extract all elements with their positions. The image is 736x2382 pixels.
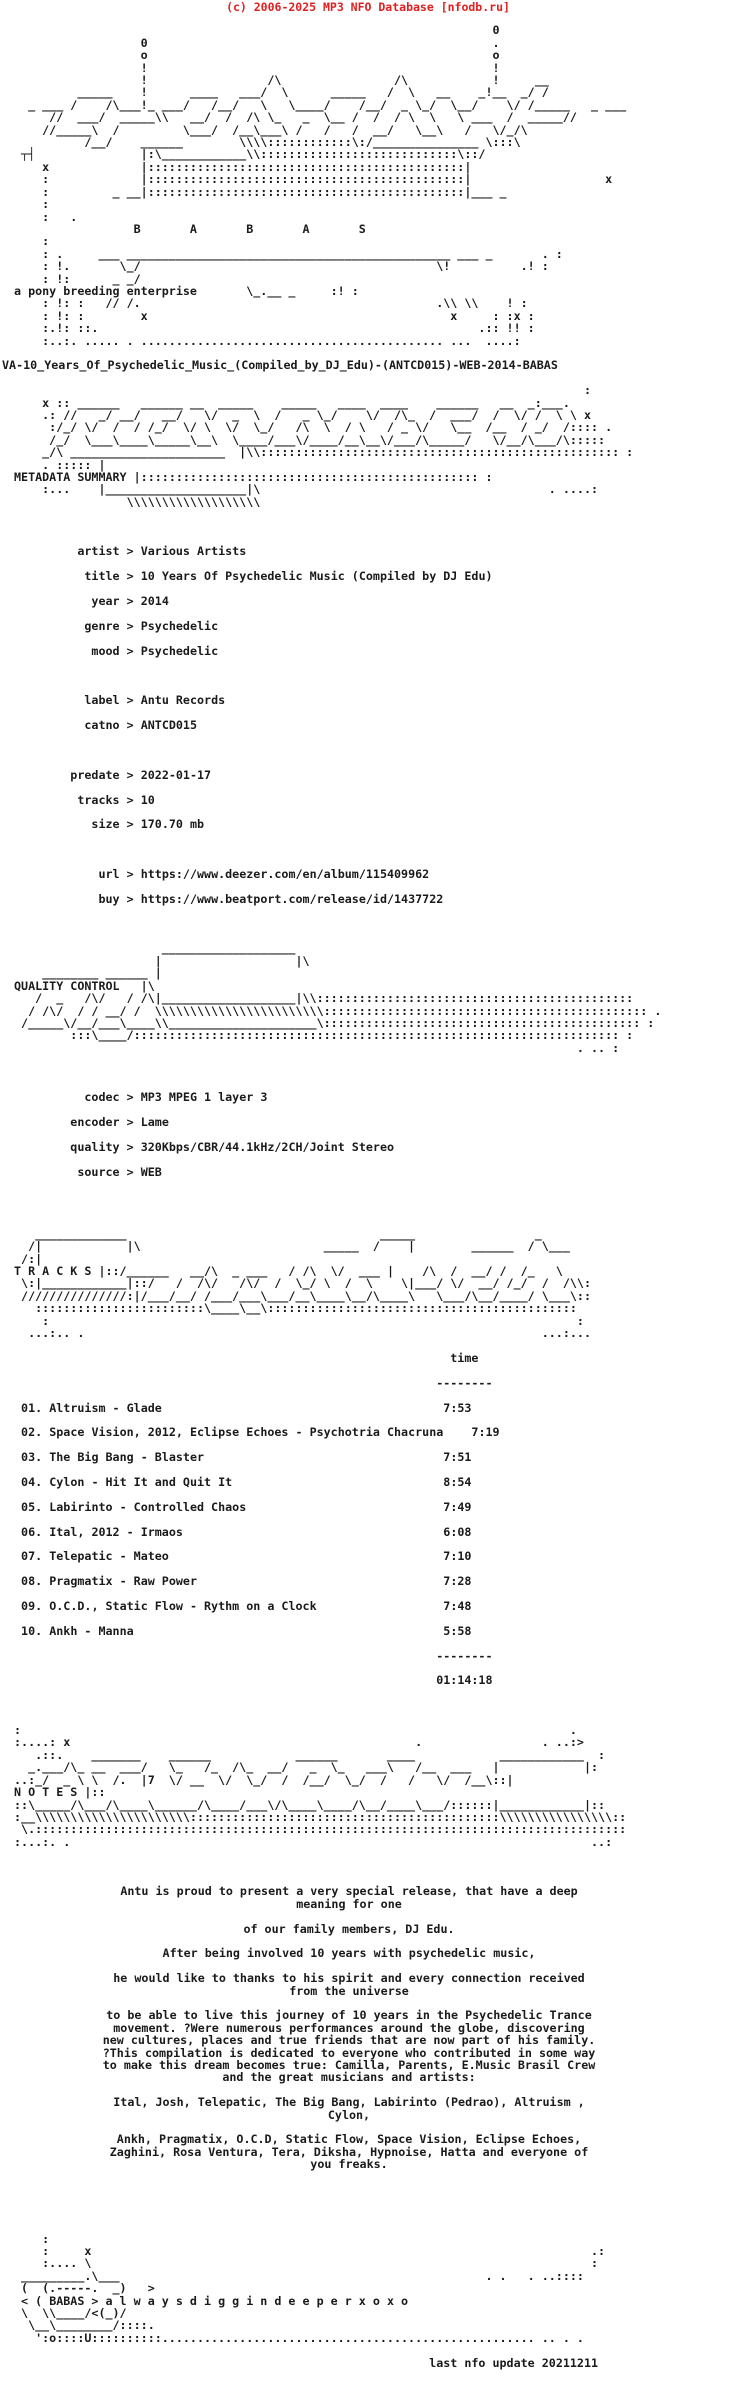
quality-header-art: ___________________ | |\ ________ ______ | xyxy=(42,941,310,981)
meta-tracks: tracks > 10 xyxy=(56,792,155,807)
logo-letters: B A B A S xyxy=(133,221,366,236)
track-07: 07. Telepatic - Mateo 7:10 xyxy=(21,1549,472,1564)
metadata-header-art: : x :: ______ ______ __ _____ _____ ____ ____ ______ __ _:___. .: // _/ __/ __/ \/ _ \ / _ \_/ \/ /\_ / ___/ / \/ / \ \ x :/_/ \/ / / /_/ \/ \ \/ \_/ /\ \ / \ / _ \/ \__ /__ / _/ /:::: . /_/ \___\____\_____\__\ \____/___\/____/__\__\/___/\_____/ \/__/\___/\::::: _/\ ______________________ |\\::::::::::::::::::::::::::::::::::::::::::::::::::: : . ::::: | xyxy=(42,383,634,472)
track-01: 01. Altruism - Glade 7:53 xyxy=(21,1400,472,1415)
meta-artist: artist > Various Artists xyxy=(56,544,247,559)
meta-buy[interactable]: buy > https://www.beatport.com/release/id/1437722 xyxy=(56,891,444,906)
meta-predate: predate > 2022-01-17 xyxy=(56,767,212,782)
tracks-total-time: 01:14:18 xyxy=(436,1673,493,1688)
nfo-document: 0 0 . o o ! ! ! /\ /\ ! __ _____ ! ____ ___/ \ _____ / \ __ _!__ _/ / _ ___ / /\___!_ ___/ /__/ \ \____/ /__/ _ \_/ \__/ \/ /_____ _ ___ // ___/ _____\\ __/ / /\ \_ _ \__ / / / \ \ \ ___ / _____// //_____\ / \___/ /__\___\ / / / __/ \__\ / \/_/\ /__/ ______ \\\\::::::::::::\:/_______________ \:::\ ┬┤ |:\____________\\::::::::::::::::::::::::::::\::/ x |:::::::::::::::::::::::::::::::::::::::::::::| : |:::::::::::::::::::::::::::::::::::::::::::::| x : _ __|:::::::::::::::::::::::::::::::::::::::::::::|___ _ : : . B A B A S : : . ___ ______________________________________________ ___ _ . : : !. \_/ \! .! : : !: _ _/ a pony breeding enterprise \_.__ _ :! : : !: : // /. .\\ \\ ! : : !: : x x : :x : :.!: ::. .:: !! : :..:. ..... . ........................................... ... ....: VA-10_Years_Of_Psychedelic_Music_(Compiled_by_DJ_Edu)-(ANTCD015)-WEB-2014-BABAS : x :: ______ ______ __ _____ _____ ____ ____ ______ __ _:___. .: // _/ __/ __/ \/ _ \ / _ \_/ \/ /\_ / ___/ / \/ / \ \ x :/_/ \/ / / /_/ \/ \ \/ \_/ /\ \ / \ / _ \/ \__ /__ / _/ /:::: . /_/ \___\____\_____\__\ \____/___\/____/__\__\/___/\_____/ \/__/\___/\::::: _/\ ______________________ |\\::::::::::::::::::::::::::::::::::::::::::::::::::: : . ::::: | METADATA SUMMARY |:::::::::::::::::::::::::::::::::::::::::::::::: : :... |____________________|\ . ....: \\\\\\\\\\\\\\\\\\\ artist > Various Artists title > 10 Years Of Psychedelic Music (Compiled by DJ Edu) year > 2014 genre > Psychedelic mood > Psychedelic label > Antu Records catno > ANTCD015 predate > 2022-01-17 tracks > 10 size > 170.70 mb url > https://www.deezer.com/en/album/115409962 buy > https://www.beatport.com/release/id/1437722 ___________________ | |\ ________ ______ | QUALITY CONTROL |\ / _ /\/ / /\|___________________|\\::::::::::::::::::::::::::::::::::::::::::::: / /\/ / / __/ / \\\\\\\\\\\\\\\\\\\\\\\\:::::::::::::::::::::::::::::::::::::::::::::: . /_____\/__/___\____\\_____________________\::::::::::::::::::::::::::::::::::::::::::::: : :::\____/::::::::::::::::::::::::::::::::::::::::::::::::::::::::::::::::::::: : . .. : codec > MP3 MPEG 1 layer 3 encoder > Lame quality > 320Kbps/CBR/44.1kHz/2CH/Joint Stereo source > WEB _____________ _____ _ /| |\ _____ / | ______ / \___ /:| T R A C K S |::/______ __/\ _ ___ / /\ \/ ___ | /\ / __/ / /_ \ \:|____________|::/ / /\/ /\/ / \_/ \ / \ \|___/ \/ __/ /_/ / /\\: ///////////////:|/___/__/ /___/___\___/__\____\__/\____\ \___/\__/____/ \___\:: ::::::::::::::::::::::::\____\__\:::::::::::::::::::::::::::::::::::::::::::: : : ...:.. . ...:... time -------- 01. Altruism - Glade 7:53 02. Space Vision, 2012, Eclipse Echoes - Psychotria Chacruna 7:19 03. The Big Bang - Blaster 7:51 04. Cylon - Hit It and Quit It 8:54 05. Labirinto - Controlled Chaos 7:49 06. Ital, 2012 - Irmaos 6:08 07. Telepatic - Mateo 7:10 08. Pragmatix - Raw Power 7:28 09. O.C.D., Static Flow - Rythm on a Clock 7:48 10. Ankh - Manna 5:58 -------- 01:14:18 : . :....: x . . ..:> .::. _______ ______ ______ ____ ____________ : _.___/\_ __ ___/ \_ /_ /\_ __/ _ \_ ___\ /__ ___ | |: ..:_/ _ \ \ /. |7 \/ __ \/ \_/ / /__/ \_/ / / \/ /__\::| N O T E S |:: ::\_____/\___/\____\______/\____/___\/\____\____/\__/____\___/::::::|____________|:: :__\\\\\\\\\\\\\\\\\\\\\\::::::::::::::::::::::::::::::::::::::::::::\\\\\\\\\\\\\\\\:: \.:::::::::::::::::::::::::::::::::::::::::::::::::::::::::::::::::::::::::::::::::::: :...:. . ..: Antu is proud to present a very special release, that have a deep meaning for one of our family members, DJ Edu. After being involved 10 years with psychedelic music, he would like to thanks to his spirit and every connection received from the universe to be able to live this journey of 10 years in the Psychedelic Trance movement. ?Were numerous performances around the globe, discovering new cultures, places and true friends that are now part of his family. ?This compilation is dedicated to everyone who contributed in some way to make this dream becomes true: Camilla, Parents, E.Music Brasil Crew and the great musicians and artists: Ital, Josh, Telepatic, The Big Bang, Labirinto (Pedrao), Altruism , Cylon, Ankh, Pragmatix, O.C.D, Static Flow, Space Vision, Eclipse Echoes, Zaghini, Rosa Ventura, Tera, Diksha, Hypnoise, Hatta and everyone of you freaks. : : x .: :.... \ : _________.\___ . . . ..:::: ( (.-----. _) > < ( BABAS > a l w a y s d i g g i n d e e p e r x o x o \ \\____/<(_)/ \__\________/::::. ':o::::U::::::::::..................................................... .. . . last nfo update 20211211 xyxy=(14,12,724,2382)
release-name: VA-10_Years_Of_Psychedelic_Music_(Compiled_by_DJ_Edu)-(ANTCD015)-WEB-2014-BABAS xyxy=(2,358,558,373)
last-update: last nfo update 20211211 xyxy=(429,2355,599,2370)
quality-codec: codec > MP3 MPEG 1 layer 3 xyxy=(56,1090,268,1105)
quality-encoder: encoder > Lame xyxy=(56,1115,169,1130)
tracks-time-header: time xyxy=(450,1350,479,1365)
notes-header-art: : . :....: x . . ..:> .::. _______ ______ ______ ____ ____________ : _.___/\_ __ ___/ \_ /_ /\_ __/ _ \_ ___\ /__ ___ | |: ..:_/ _ \ \ /. |7 \/ __ \/ \_/ / /__/ \_/ / / \/ /__\::| xyxy=(14,1723,606,1787)
footer-motto: < ( BABAS > a l w a y s d i g g i n d e e p e r x o x o xyxy=(21,2293,409,2308)
quality-source: source > WEB xyxy=(56,1164,162,1179)
babas-logo-art: 0 0 . o o ! ! ! /\ /\ ! __ _____ ! ____ ___/ \ _____ / \ __ _!__ _/ / _ ___ / /\___!_ ___/ /__/ \ \____/ /__/ _ \_/ \__/ \/ /_____ _ ___ // ___/ _____\\ __/ / /\ \_ _ \__ / / / \ \ \ ___ / _____// //_____\ / \___/ /__\___\ / / / __/ \__\ / \/_/\ /__/ ______ \\\\::::::::::::\:/_______________ \:::\ ┬┤ |:\____________\\::::::::::::::::::::::::::::\::/ x |:::::::::::::::::::::::::::::::::::::::::::::| : |:::::::::::::::::::::::::::::::::::::::::::::| x : _ __|:::::::::::::::::::::::::::::::::::::::::::::|___ _ : : . xyxy=(21,23,627,224)
track-06: 06. Ital, 2012 - Irmaos 6:08 xyxy=(21,1524,472,1539)
notes-text: Antu is proud to present a very special release, that have a deep meaning for one of our family members, DJ Edu. After being involved 10 years with psychedelic music, he would like to thanks to his spirit and every connection received from the universe to be able to live this journey of 10 years in the Psychedelic Trance movement. ?Were numerous performances around the globe, discovering new cultures, places and true friends that are now part of his family. ?This compilation is dedicated to everyone who contributed in some way to make this dream becomes true: Camilla, Parents, E.Music Brasil Crew and the great musicians and artists: Ital, Josh, Telepatic, The Big Bang, Labirinto (Pedrao), Altruism , Cylon, Ankh, Pragmatix, O.C.D, Static Flow, Space Vision, Eclipse Echoes, Zaghini, Rosa Ventura, Tera, Diksha, Hypnoise, Hatta and everyone of you freaks. xyxy=(102,1884,596,2172)
quality-section-title: QUALITY CONTROL xyxy=(14,978,120,993)
meta-catno: catno > ANTCD015 xyxy=(56,718,197,733)
tracks-section-title: T R A C K S xyxy=(14,1264,92,1279)
meta-title: title > 10 Years Of Psychedelic Music (Compiled by DJ Edu) xyxy=(56,569,493,584)
meta-url[interactable]: url > https://www.deezer.com/en/album/115409962 xyxy=(56,867,430,882)
track-02: 02. Space Vision, 2012, Eclipse Echoes - Psychotria Chacruna 7:19 xyxy=(21,1425,500,1440)
track-08: 08. Pragmatix - Raw Power 7:28 xyxy=(21,1574,472,1589)
track-03: 03. The Big Bang - Blaster 7:51 xyxy=(21,1450,472,1465)
meta-label: label > Antu Records xyxy=(56,693,226,708)
notes-section-title: N O T E S xyxy=(14,1785,78,1800)
meta-genre: genre > Psychedelic xyxy=(56,618,219,633)
tagline: a pony breeding enterprise xyxy=(14,283,197,298)
meta-size: size > 170.70 mb xyxy=(56,817,205,832)
nfodb-banner: (c) 2006-2025 MP3 NFO Database [nfodb.ru] xyxy=(226,0,510,14)
metadata-section-title: METADATA SUMMARY xyxy=(14,470,127,485)
tracks-header-art: _____________ _____ _ /| |\ _____ / | ______ / \___ /:| xyxy=(21,1226,570,1266)
track-05: 05. Labirinto - Controlled Chaos 7:49 xyxy=(21,1499,472,1514)
track-09: 09. O.C.D., Static Flow - Rythm on a Clock 7:48 xyxy=(21,1599,472,1613)
meta-mood: mood > Psychedelic xyxy=(56,643,219,658)
meta-year: year > 2014 xyxy=(56,594,169,609)
quality-quality: quality > 320Kbps/CBR/44.1kHz/2CH/Joint Stereo xyxy=(56,1139,395,1154)
footer-art: : : x .: :.... \ : _________.\___ . . . ..:::: ( (.-----. _) > xyxy=(21,2231,606,2296)
track-10: 10. Ankh - Manna 5:58 xyxy=(21,1623,472,1638)
track-04: 04. Cylon - Hit It and Quit It 8:54 xyxy=(21,1474,472,1489)
